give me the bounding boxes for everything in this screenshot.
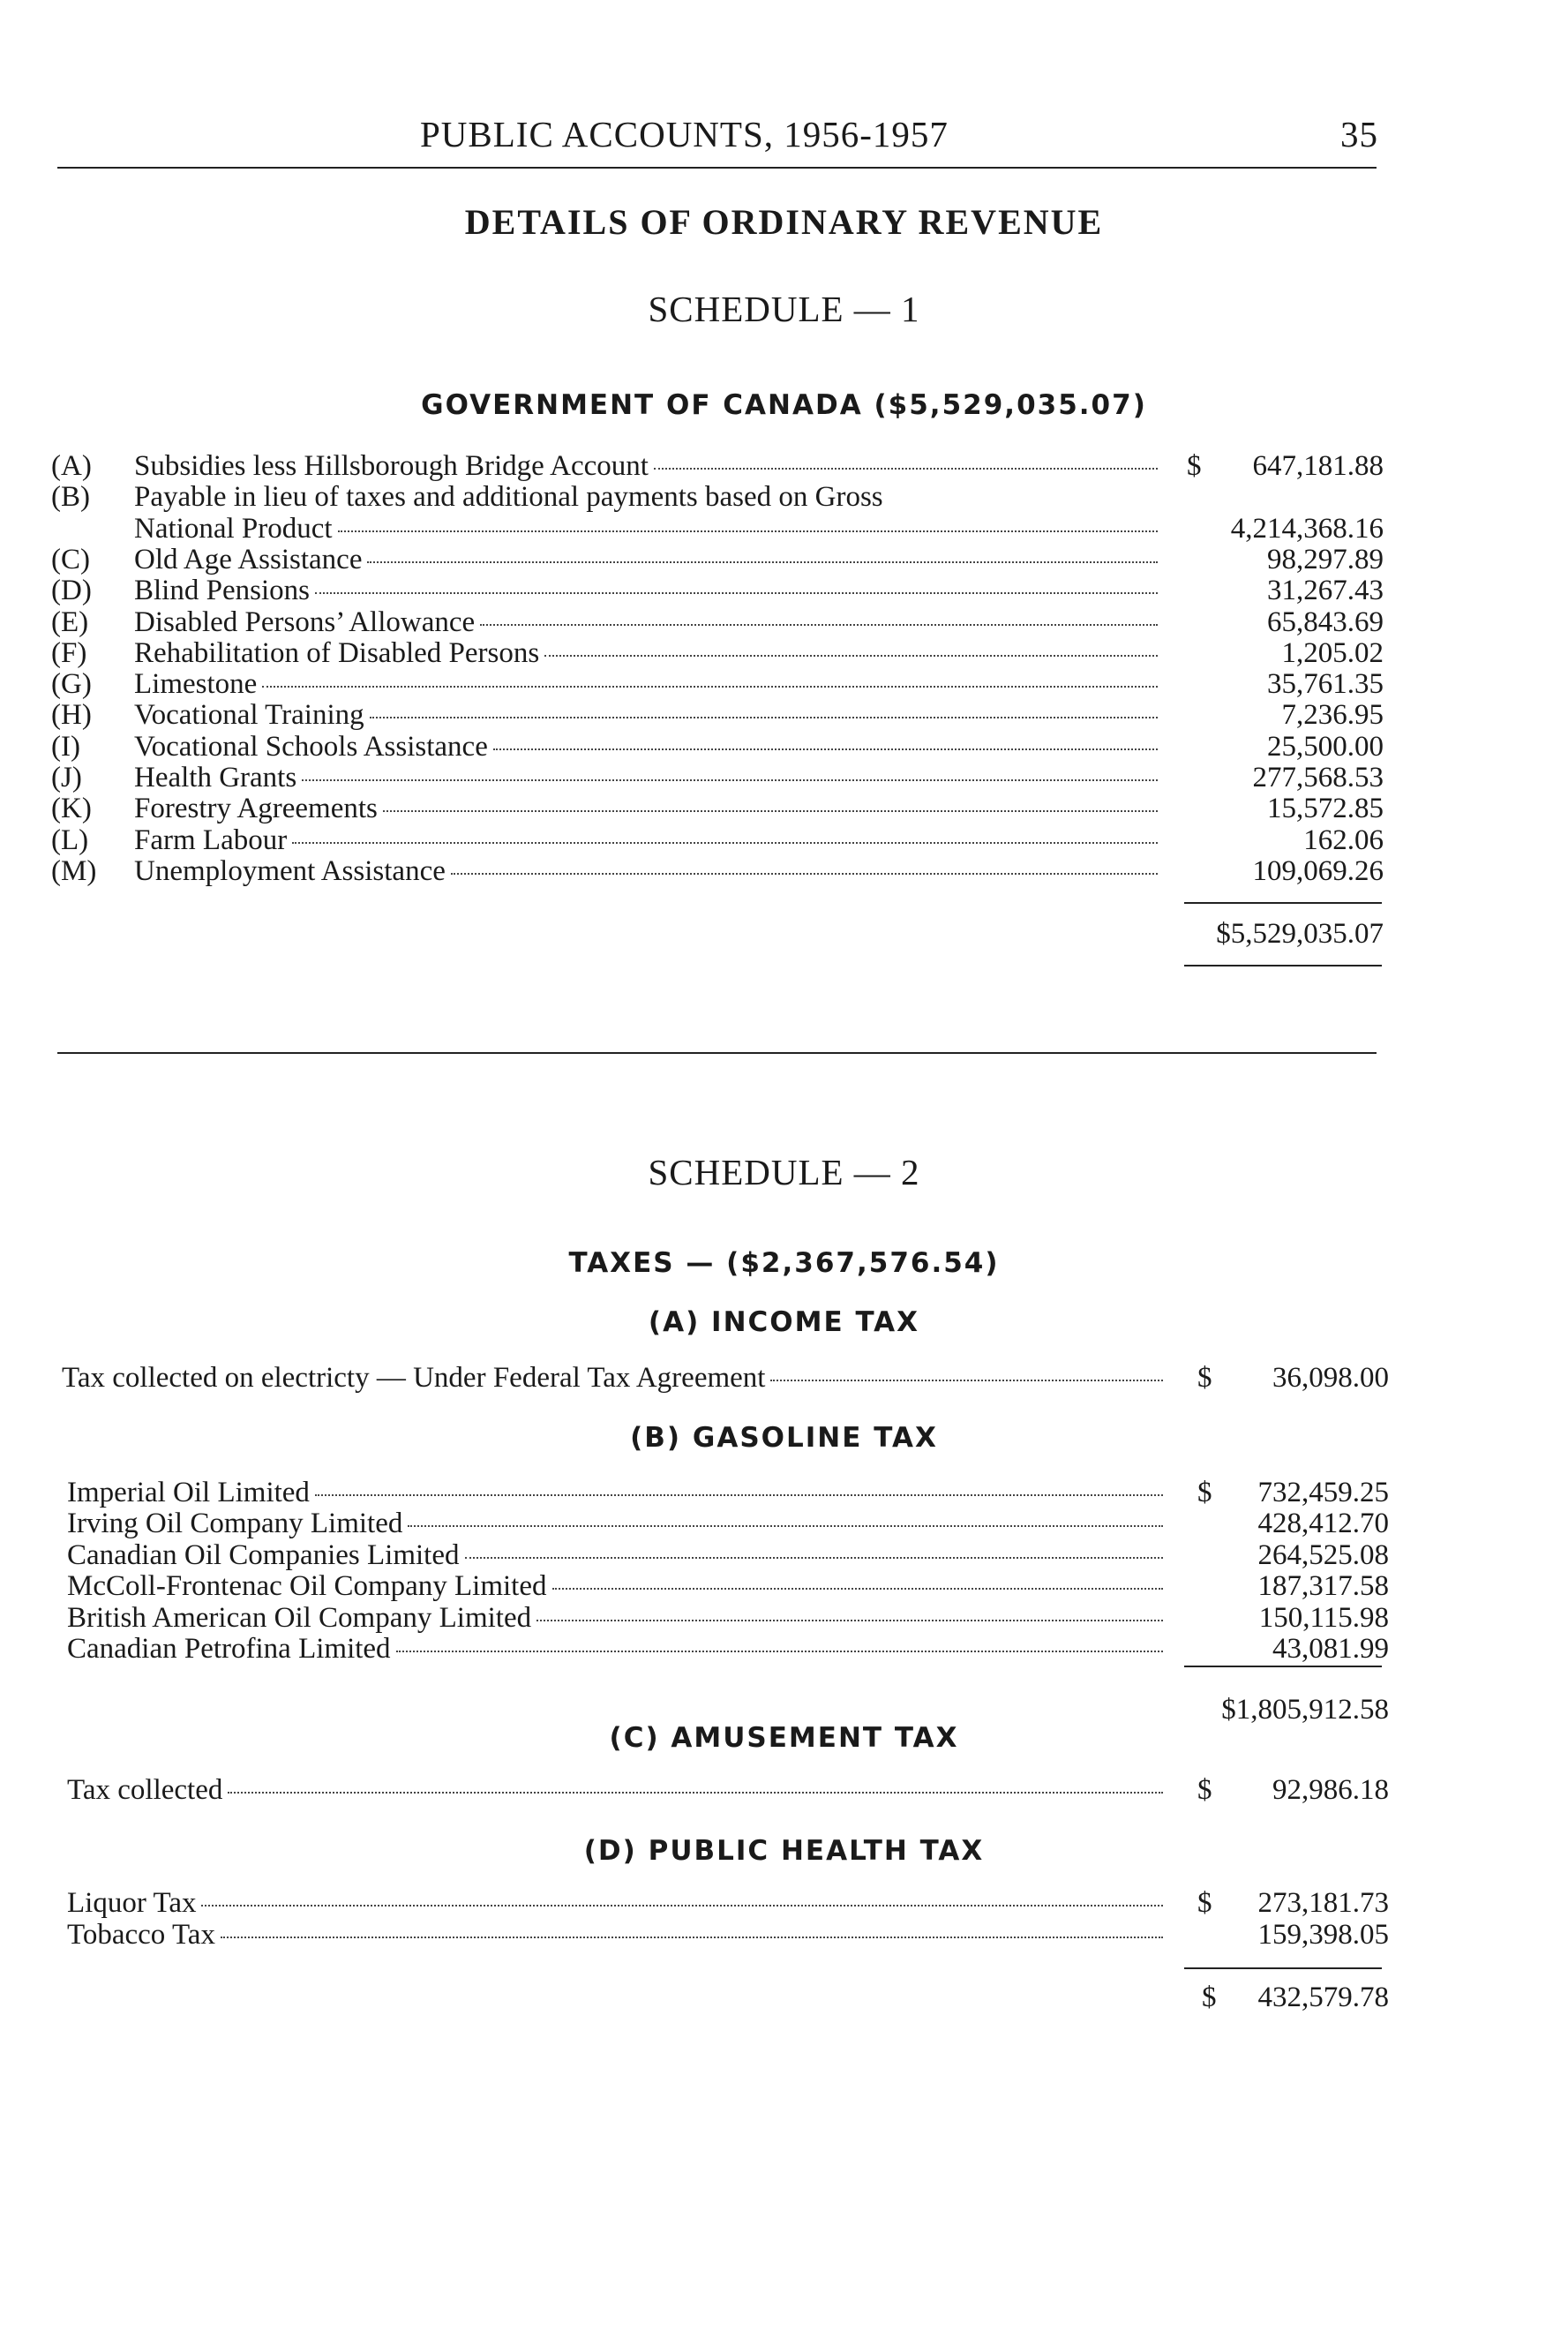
item-description (67, 1602, 1163, 1634)
item-description (134, 731, 1158, 763)
gasoline-total-row (1184, 1694, 1389, 1726)
item-letter: (K) (51, 793, 92, 825)
item-amount: 4,214,368.16 (1230, 512, 1384, 545)
dot-leader (654, 468, 1158, 470)
item-text: Limestone (134, 668, 258, 701)
item-amount: 162.06 (1303, 824, 1384, 856)
item-amount: 43,081.99 (1272, 1633, 1389, 1665)
item-text: Tobacco Tax (67, 1918, 215, 1951)
schedule-1-row (0, 824, 1568, 856)
schedule-1-total-double-rule (1184, 965, 1382, 966)
dot-leader (315, 1494, 1163, 1496)
gasoline-total: $1,805,912.58 (1221, 1694, 1389, 1726)
item-letter: (I) (51, 730, 80, 763)
schedule-2-title: SCHEDULE — 2 (648, 1152, 920, 1192)
schedule-1-row (0, 668, 1568, 700)
schedule-1-row (0, 637, 1568, 669)
item-amount: 65,843.69 (1267, 605, 1384, 638)
dot-leader (770, 1380, 1163, 1381)
item-text: Farm Labour (134, 824, 288, 856)
item-letter: (G) (51, 668, 92, 701)
currency-symbol: $ (1197, 1362, 1212, 1394)
dot-leader (262, 686, 1158, 688)
item-amount: 277,568.53 (1252, 762, 1384, 793)
item-description (134, 513, 1158, 545)
item-description (67, 1477, 1163, 1508)
item-description (134, 699, 1158, 731)
item-text: McColl-Frontenac Oil Company Limited (67, 1570, 547, 1603)
item-amount: 7,236.95 (1281, 699, 1384, 732)
item-amount: 25,500.00 (1267, 730, 1384, 763)
item-letter: (A) (51, 450, 92, 482)
dot-leader (201, 1905, 1163, 1907)
item-description (134, 481, 1158, 513)
item-letter: (D) (51, 575, 92, 607)
item-text: Old Age Assistance (134, 543, 363, 575)
dot-leader (451, 873, 1158, 875)
dot-leader (552, 1588, 1163, 1590)
item-text: Imperial Oil Limited (67, 1477, 310, 1508)
schedule-1-total: $5,529,035.07 (1216, 918, 1384, 950)
item-text: Forestry Agreements (134, 793, 378, 825)
gasoline-tax-row (0, 1477, 1568, 1508)
item-description (67, 1887, 1163, 1919)
schedule-1-row (0, 481, 1568, 513)
item-letter: (J) (51, 762, 82, 793)
item-amount: 1,205.02 (1281, 636, 1384, 669)
item-text: Canadian Oil Companies Limited (67, 1538, 460, 1571)
schedule-1-row (0, 606, 1568, 638)
item-text: British American Oil Company Limited (67, 1601, 532, 1634)
item-letter: (H) (51, 699, 92, 732)
currency-symbol: $ (1197, 1477, 1212, 1508)
dot-leader (408, 1525, 1163, 1527)
item-amount: 159,398.05 (1257, 1918, 1389, 1951)
item-amount: 428,412.70 (1257, 1508, 1389, 1540)
item-amount: 35,761.35 (1267, 668, 1384, 701)
schedule-1-row (0, 544, 1568, 575)
item-description (67, 1633, 1163, 1665)
item-description (67, 1539, 1163, 1571)
item-description (134, 793, 1158, 824)
item-amount: 273,181.73 (1257, 1887, 1389, 1919)
item-amount: 98,297.89 (1267, 543, 1384, 575)
public-health-total-currency: $ (1202, 1982, 1217, 2013)
item-description (67, 1508, 1163, 1539)
dot-leader (370, 717, 1158, 718)
item-text: Blind Pensions (134, 575, 310, 607)
dot-leader (338, 530, 1158, 532)
item-description (134, 450, 1158, 482)
page-title: DETAILS OF ORDINARY REVENUE (464, 202, 1104, 242)
item-text: Payable in lieu of taxes and additional payments based on Gross (134, 481, 883, 514)
schedule-1-row (0, 575, 1568, 606)
dot-leader (292, 842, 1158, 844)
item-description (67, 1919, 1163, 1951)
dot-leader (480, 624, 1158, 626)
schedule-2-subtitle: TAXES — ($2,367,576.54) (568, 1247, 1000, 1279)
item-letter: (L) (51, 824, 89, 856)
page-number: 35 (1340, 114, 1378, 154)
dot-leader (493, 748, 1158, 750)
item-amount: 732,459.25 (1257, 1477, 1389, 1508)
schedule-1-row (0, 513, 1568, 545)
item-description (134, 668, 1158, 700)
gasoline-tax-row (0, 1602, 1568, 1634)
public-health-tax-heading: (D) PUBLIC HEALTH TAX (583, 1835, 985, 1867)
schedule-1-row (0, 855, 1568, 887)
item-text: Health Grants (134, 762, 297, 793)
dot-leader (367, 561, 1158, 563)
item-text: Tax collected (67, 1774, 223, 1806)
dot-leader (536, 1620, 1163, 1621)
gasoline-tax-row (0, 1539, 1568, 1571)
item-letter: (F) (51, 636, 87, 669)
dot-leader (228, 1792, 1163, 1794)
item-amount: 109,069.26 (1252, 854, 1384, 887)
item-letter: (B) (51, 481, 90, 514)
schedule-1-title: SCHEDULE — 1 (648, 289, 920, 329)
item-letter: (E) (51, 605, 89, 638)
gasoline-tax-heading: (B) GASOLINE TAX (630, 1422, 938, 1454)
item-description (134, 544, 1158, 575)
schedule-1-total-row (1184, 918, 1384, 950)
item-text: Rehabilitation of Disabled Persons (134, 636, 540, 669)
dot-leader (302, 779, 1158, 781)
item-description (67, 1570, 1163, 1602)
schedule-1-row (0, 450, 1568, 482)
item-text: National Product (134, 512, 333, 545)
currency-symbol: $ (1197, 1887, 1212, 1919)
item-text: Tax collected on electricty — Under Federal Tax Agreement (62, 1362, 766, 1394)
gasoline-total-rule (1184, 1666, 1382, 1667)
item-text: Vocational Schools Assistance (134, 730, 488, 763)
running-title: PUBLIC ACCOUNTS, 1956-1957 (420, 114, 949, 154)
item-text: Unemployment Assistance (134, 854, 446, 887)
item-description (67, 1774, 1163, 1806)
income-tax-heading: (A) INCOME TAX (648, 1306, 920, 1338)
schedule-1-row (0, 793, 1568, 824)
item-amount: 647,181.88 (1252, 450, 1384, 482)
item-text: Canadian Petrofina Limited (67, 1633, 391, 1665)
public-health-tax-row (0, 1919, 1568, 1951)
gasoline-tax-row (0, 1508, 1568, 1539)
amusement-tax-row (0, 1774, 1568, 1806)
item-description (134, 824, 1158, 856)
item-amount: 15,572.85 (1267, 793, 1384, 825)
dot-leader (383, 810, 1158, 812)
gasoline-tax-row (0, 1633, 1568, 1665)
public-health-total-rule (1184, 1967, 1382, 1969)
item-text: Irving Oil Company Limited (67, 1508, 403, 1540)
item-description (134, 762, 1158, 793)
dot-leader (396, 1651, 1163, 1652)
currency-symbol: $ (1197, 1774, 1212, 1806)
schedule-1-subtitle: GOVERNMENT OF CANADA ($5,529,035.07) (421, 389, 1147, 421)
item-amount: 264,525.08 (1257, 1538, 1389, 1571)
item-description (62, 1362, 1163, 1394)
item-text: Vocational Training (134, 699, 364, 732)
item-description (134, 606, 1158, 638)
item-letter: (M) (51, 854, 97, 887)
item-amount: 92,986.18 (1272, 1774, 1389, 1806)
item-description (134, 575, 1158, 606)
section-divider (57, 1052, 1377, 1054)
dot-leader (315, 592, 1158, 594)
item-text: Subsidies less Hillsborough Bridge Account (134, 450, 649, 482)
gasoline-tax-row (0, 1570, 1568, 1602)
schedule-1-row (0, 731, 1568, 763)
item-amount: 36,098.00 (1272, 1362, 1389, 1394)
item-text: Liquor Tax (67, 1887, 197, 1919)
item-letter: (C) (51, 543, 90, 575)
item-amount: 31,267.43 (1267, 575, 1384, 607)
public-health-total-row (1184, 1982, 1389, 2013)
item-description (134, 855, 1158, 887)
schedule-1-row (0, 762, 1568, 793)
schedule-1-row (0, 699, 1568, 731)
item-amount: 150,115.98 (1258, 1601, 1389, 1634)
currency-symbol: $ (1187, 450, 1202, 482)
header-rule (57, 167, 1377, 169)
item-text: Disabled Persons’ Allowance (134, 605, 476, 638)
dot-leader (465, 1557, 1163, 1559)
schedule-1-total-rule (1184, 902, 1382, 904)
dot-leader (221, 1937, 1163, 1938)
item-description (134, 637, 1158, 669)
dot-leader (544, 655, 1158, 657)
item-amount: 187,317.58 (1257, 1570, 1389, 1603)
amusement-tax-heading: (C) AMUSEMENT TAX (609, 1722, 959, 1754)
public-health-tax-row (0, 1887, 1568, 1919)
public-health-total: 432,579.78 (1257, 1982, 1389, 2013)
income-tax-row (0, 1362, 1568, 1394)
